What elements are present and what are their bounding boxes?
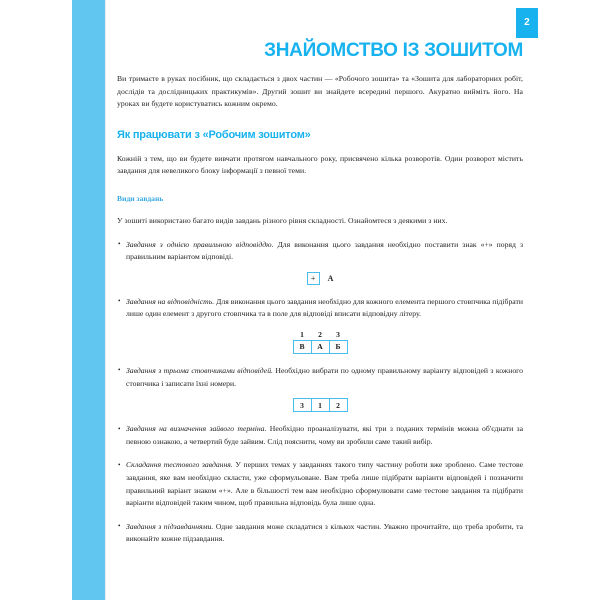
page-content [117, 0, 523, 600]
numbers-answer-widget [117, 398, 523, 412]
list-item [117, 459, 523, 509]
matching-answer-widget [117, 329, 523, 354]
page-title: ЗНАЙОМСТВО ІЗ ЗОШИТОМ [264, 40, 523, 61]
table-row [293, 329, 347, 341]
task-text: Для виконання цього завдання необхідно для кожного елемента першого стовпчика підібрати лише один елемент з другого стовпчика та в поле для відповіді вписати відповідну літеру. [126, 296, 523, 319]
plus-answer-widget [117, 272, 523, 285]
task-name: Складання тестового завдання. [126, 460, 233, 470]
matching-header-3: 3 [336, 329, 340, 339]
list-item [117, 521, 523, 546]
matching-cell-2[interactable]: А [311, 340, 329, 353]
how-to-work-paragraph: Кожній з тем, що ви будете вивчати протягом навчального року, присвячено кілька розворотів. Один розворот містить завдання для невеликого блоку інформації з певної теми. [117, 153, 523, 176]
numbers-table [293, 398, 348, 412]
section-heading-how-to-work: Як працювати з «Робочим зошитом» [117, 128, 311, 141]
plus-option-label: А [327, 273, 334, 283]
task-name: Завдання з трьома стовпчиками відповідей. [126, 365, 273, 375]
left-accent-band [72, 0, 105, 600]
matching-cell-1[interactable]: В [293, 340, 311, 353]
task-name: Завдання з підзавданнями. [126, 521, 214, 531]
list-item [117, 365, 523, 390]
list-item [117, 423, 523, 448]
task-name: Завдання з однією правильною відповіддю. [126, 239, 274, 249]
list-item [117, 296, 523, 321]
table-row [293, 399, 347, 412]
task-types-intro: У зошиті використано багато видів завдань різного рівня складності. Ознайомтеся з деякими з них. [117, 215, 448, 225]
subheading-task-types: Види завдань [117, 193, 164, 203]
task-text: Одне завдання може складатися з кількох частин. Уважно прочитайте, що треба зробити, та виконайте кожне підзавдання. [126, 521, 524, 544]
task-text: У перших темах у завданнях такого типу частину роботи вже зроблено. Саме тестове завдання, яке вам необхідно скласти, уже сформульоване. Вам треба лише підібрати варіанти відповідей і позначити правильний варіант знаком «+». Але в більшості тем вам необхідно сформулювати саме тестове завдання та підібрати варіанти відповідей таким чином, щоб правильна відповідь була лише одна. [126, 460, 523, 508]
task-text: Необхідно вибрати по одному правильному варіанту відповідей з кожного стовпчика і записати їхні номери. [126, 365, 523, 388]
content-divider-rule [105, 0, 106, 600]
task-text: Необхідно проаналізувати, які три з поданих термінів можна об'єднати за певною ознакою, а четвертий буде зайвим. Слід пояснити, чому ви зробили саме такий вибір. [126, 424, 523, 446]
plus-mark-cell[interactable]: + [307, 272, 320, 285]
task-name: Завдання на визначення зайвого терміна. [126, 424, 267, 434]
table-row [293, 340, 347, 353]
numbers-cell-2[interactable]: 1 [311, 399, 329, 412]
numbers-cell-1[interactable]: 3 [293, 399, 311, 412]
matching-table [293, 329, 348, 354]
matching-cell-3[interactable]: Б [329, 340, 347, 353]
matching-header-1: 1 [300, 329, 304, 339]
task-type-list [117, 239, 523, 546]
matching-header-2: 2 [318, 329, 322, 339]
numbers-cell-3[interactable]: 2 [329, 399, 347, 412]
intro-paragraph: Ви тримаєте в руках посібник, що складається з двох частин — «Робочого зошита» та «Зошита для лабораторних робіт, дослідів та дослідницьких практикумів». Другий зошит ви знайдете всередині першого. Акуратно вийміть його. На уроках ви будете користуватись кожним окремо. [117, 74, 523, 109]
task-name: Завдання на відповідність. [126, 296, 215, 306]
task-text: Для виконання цього завдання необхідно поставити знак «+» поряд з правильним варіантом відповіді. [126, 239, 523, 262]
list-item [117, 239, 523, 264]
page-number-badge: 2 [516, 8, 538, 38]
